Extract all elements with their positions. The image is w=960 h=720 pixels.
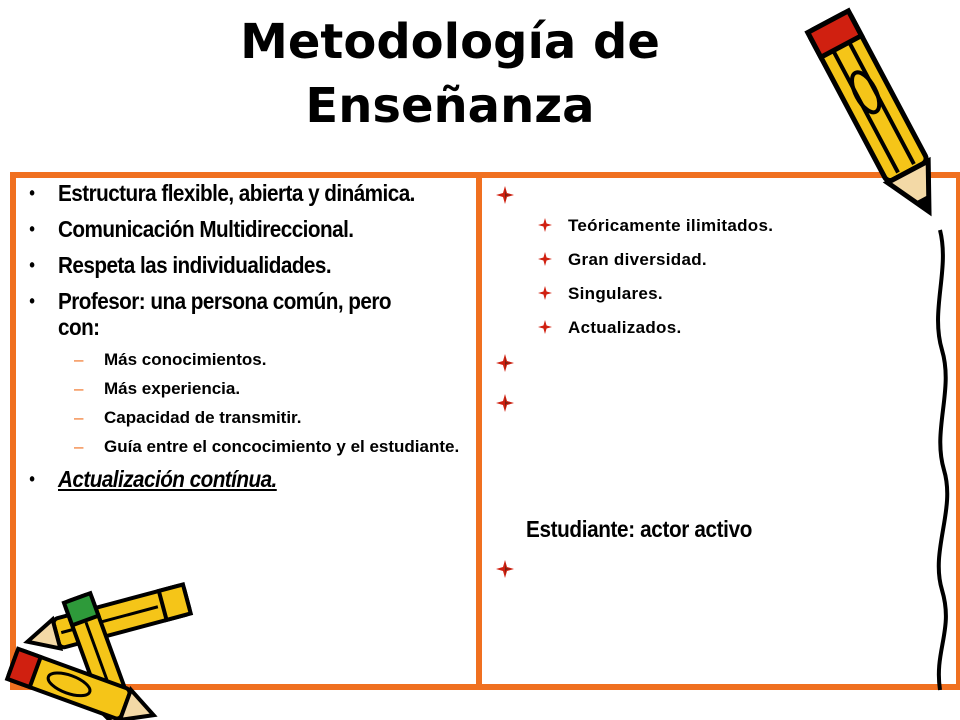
- list-item: • Profesor: una persona común, pero con:: [29, 288, 391, 340]
- sub-list-item: – Capacidad de transmitir.: [74, 408, 302, 427]
- wavy-line-decoration: [920, 230, 960, 690]
- list-item: • Comunicación Multidireccional.: [29, 216, 354, 242]
- sparkle-bullet-icon: [496, 354, 514, 372]
- title-line-1: Metodología de: [240, 14, 660, 70]
- sparkle-bullet-icon: [538, 218, 552, 232]
- left-column: [22, 180, 462, 502]
- list-item: • Respeta las individualidades.: [29, 252, 332, 278]
- dash-bullet-icon: –: [74, 379, 84, 398]
- pencil-pile-icon: [0, 580, 200, 720]
- title-line-2: Enseñanza: [305, 78, 595, 134]
- sub-list-item: – Más experiencia.: [74, 379, 241, 398]
- sparkle-bullet-icon: [496, 560, 514, 578]
- sparkle-bullet-icon: [538, 286, 552, 300]
- list-item: • Estructura flexible, abierta y dinámica.: [29, 180, 415, 206]
- bullet-dot-icon: •: [29, 255, 35, 275]
- sparkle-bullet-icon: [496, 186, 514, 204]
- column-divider: [476, 172, 482, 690]
- slide-title: [160, 10, 740, 138]
- sparkle-bullet-icon: [538, 320, 552, 334]
- bullet-dot-icon: •: [29, 469, 35, 489]
- sparkle-bullet-icon: [496, 394, 514, 412]
- dash-bullet-icon: –: [74, 350, 84, 369]
- sub-list-item: – Guía entre el concocimiento y el estudiante.: [74, 437, 460, 456]
- bullet-dot-icon: •: [29, 183, 35, 203]
- sub-list-item: – Más conocimientos.: [74, 350, 267, 369]
- slide: Metodología de Enseñanza • Estructura flexible, abierta y dinámica. • Comunicación Multidireccional. • Respeta las individualidades. • Profesor: una persona común, pero con: – Más conocimientos. – Más experiencia. – Capacidad de transmitir. – Guía entre el concocimiento y el estudiante. • Actualización contínua. Teóricamente ilimitados. Gran diversidad. Singulares. Actualizados. Estudiante: actor activo: [0, 0, 960, 720]
- dash-bullet-icon: –: [74, 437, 84, 456]
- sparkle-bullet-icon: [538, 252, 552, 266]
- list-item: • Actualización contínua.: [29, 466, 277, 492]
- pencil-icon: [800, 0, 950, 230]
- bullet-dot-icon: •: [29, 219, 35, 239]
- bullet-dot-icon: •: [29, 291, 35, 311]
- dash-bullet-icon: –: [74, 408, 84, 427]
